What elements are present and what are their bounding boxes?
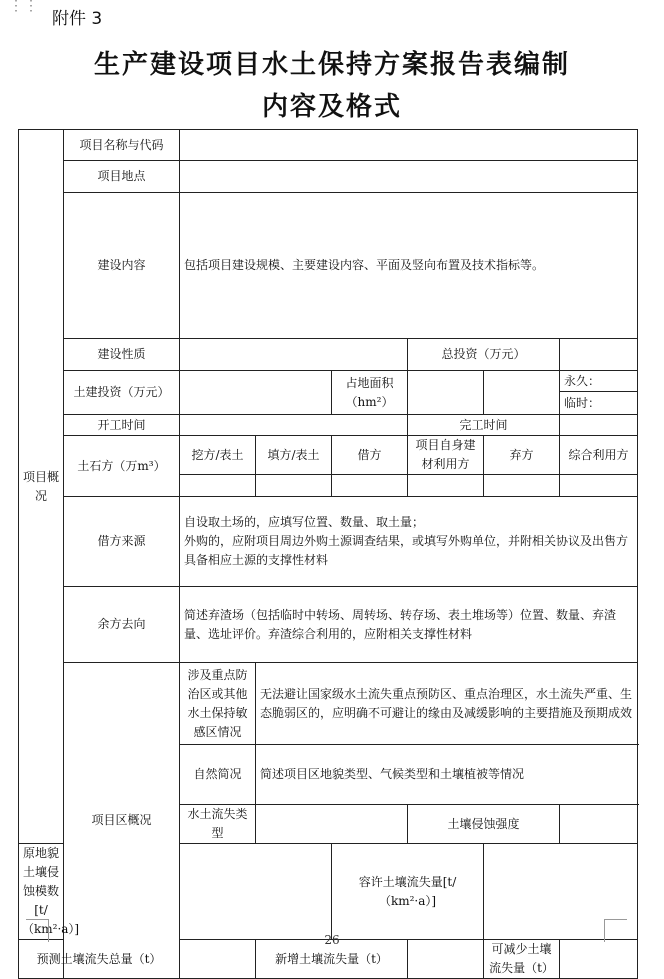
col-borrow: 借方: [332, 436, 408, 475]
value-original-modulus[interactable]: [180, 844, 332, 940]
label-natural-conditions: 自然简况: [180, 745, 256, 805]
label-erosion-intensity: 土壤侵蚀强度: [408, 805, 560, 844]
text-borrow-source: 自设取土场的，应填写位置、数量、取土量； 外购的，应附项目周边外购土源调查结果，或填写外购单位，并附相关协议及出售方具备相应土源的支撑性材料: [180, 497, 638, 587]
value-civil-investment[interactable]: [180, 371, 332, 415]
label-erosion-type: 水土流失类型: [180, 805, 256, 844]
label-location: 项目地点: [64, 161, 180, 193]
label-construction-content: 建设内容: [64, 193, 180, 339]
label-original-modulus: 原地貌土壤侵蚀模数[t/（km²·a）]: [19, 844, 64, 940]
value-waste[interactable]: [484, 475, 560, 497]
value-location[interactable]: [180, 161, 638, 193]
value-land-area[interactable]: [408, 371, 484, 415]
label-reducible-loss: 可减少土壤流失量（t）: [484, 940, 560, 979]
label-construction-nature: 建设性质: [64, 339, 180, 371]
col-excavation: 挖方/表土: [180, 436, 256, 475]
label-borrow-source: 借方来源: [64, 497, 180, 587]
value-erosion-intensity[interactable]: [560, 805, 638, 844]
value-excavation[interactable]: [180, 475, 256, 497]
col-comprehensive-use: 综合利用方: [560, 436, 638, 475]
label-earthwork: 土石方（万m³）: [64, 436, 180, 497]
value-start-time[interactable]: [180, 415, 408, 436]
section-area-overview: 项目区概况: [64, 663, 180, 979]
value-fill[interactable]: [256, 475, 332, 497]
value-construction-nature[interactable]: [180, 339, 408, 371]
value-end-time[interactable]: [560, 415, 638, 436]
report-form-table: [18, 129, 638, 979]
label-civil-investment: 土建投资（万元）: [64, 371, 180, 415]
value-borrow[interactable]: [332, 475, 408, 497]
text-sensitive-areas: 无法避让国家级水土流失重点预防区、重点治理区，水土流失严重、生态脆弱区的，应明确不可避让的缘由及减缓影响的主要措施及预期成效: [256, 663, 638, 745]
label-start-time: 开工时间: [64, 415, 180, 436]
page-number: 26: [324, 933, 340, 947]
label-land-area: 占地面积 （hm²）: [332, 371, 408, 415]
document-title-line1: 生产建设项目水土保持方案报告表编制: [93, 50, 570, 80]
value-total-investment[interactable]: [560, 339, 638, 371]
value-name-code[interactable]: [180, 130, 638, 161]
label-temporary: 临时：: [560, 392, 638, 415]
label-name-code: 项目名称与代码: [64, 130, 180, 161]
document-title-line2: 内容及格式: [261, 92, 402, 122]
col-waste: 弃方: [484, 436, 560, 475]
value-self-use[interactable]: [408, 475, 484, 497]
text-surplus-destination: 简述弃渣场（包括临时中转场、周转场、转存场、表土堆场等）位置、数量、弃渣量、选址评价。弃渣综合利用的，应附相关支撑性材料: [180, 587, 638, 663]
value-erosion-type[interactable]: [256, 805, 408, 844]
attachment-label: 附件 3: [52, 9, 103, 29]
text-construction-content: 包括项目建设规模、主要建设内容、平面及竖向布置及技术指标等。: [180, 193, 638, 339]
section-overview: 项目概况: [19, 130, 64, 844]
text-natural-conditions: 简述项目区地貌类型、气候类型和土壤植被等情况: [256, 745, 638, 805]
label-sensitive-areas: 涉及重点防治区或其他水土保持敏感区情况: [180, 663, 256, 745]
value-comprehensive-use[interactable]: [560, 475, 638, 497]
label-surplus-destination: 余方去向: [64, 587, 180, 663]
label-new-loss: 新增土壤流失量（t）: [256, 940, 408, 979]
label-permanent: 永久：: [560, 371, 638, 392]
label-total-investment: 总投资（万元）: [408, 339, 560, 371]
value-land-area-2[interactable]: [484, 371, 560, 415]
col-self-use: 项目自身建材利用方: [408, 436, 484, 475]
drag-handle-icon[interactable]: ⋮⋮: [9, 0, 39, 14]
label-predicted-loss: 预测土壤流失总量（t）: [19, 940, 180, 979]
col-fill: 填方/表土: [256, 436, 332, 475]
label-end-time: 完工时间: [408, 415, 560, 436]
label-allowable-loss: 容许土壤流失量[t/（km²·a）]: [332, 844, 484, 940]
